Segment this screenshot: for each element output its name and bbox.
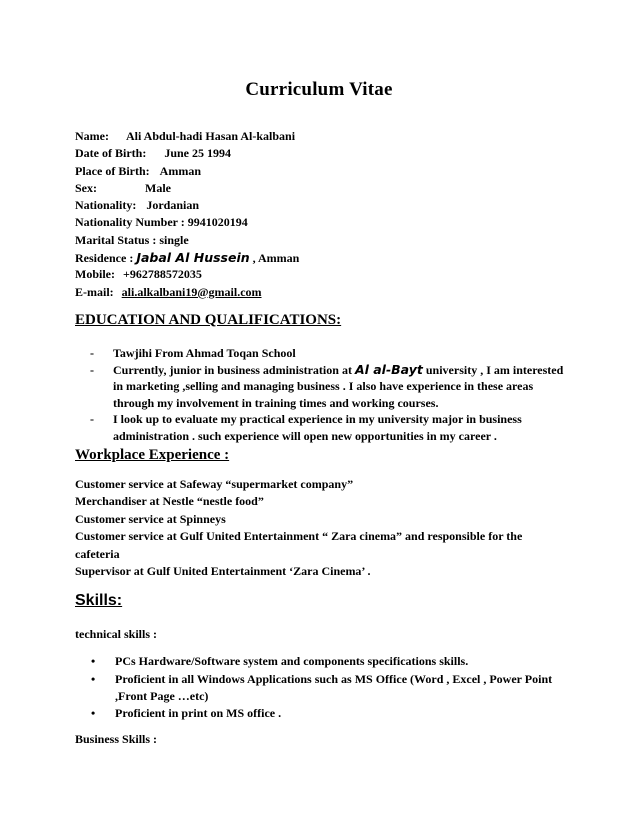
nationality-row — [75, 197, 299, 214]
work-line: Supervisor at Gulf United Entertainment ‘Zara Cinema’ . — [75, 564, 371, 579]
residence-city: , Amman — [249, 251, 300, 266]
business-skills-label: Business Skills : — [75, 732, 158, 746]
dob-row — [75, 145, 299, 162]
nationality-number: Nationality Number : 9941020194 — [75, 215, 248, 230]
sex-row — [75, 180, 299, 197]
list-item — [91, 653, 561, 670]
skills-list — [91, 653, 561, 723]
education-heading: EDUCATION AND QUALIFICATIONS: — [75, 312, 342, 328]
work-list — [75, 476, 565, 580]
list-item — [90, 411, 570, 444]
residence-label: Residence : — [75, 251, 134, 266]
bullet-marker: • — [91, 654, 96, 668]
list-item-text-post: university , I am interested in marketing ,selling and managing business . I also have experience in these areas through my involvement in training times and working courses. — [113, 362, 564, 410]
technical-skills-label: technical skills : — [75, 627, 158, 641]
list-item — [90, 345, 570, 362]
list-item-text: Proficient in all Windows Applications such as MS Office (Word , Excel , Power Point ,Front Page …etc) — [115, 671, 553, 703]
dash-marker: - — [90, 346, 94, 360]
list-item-text: Tawjihi From Ahmad Toqan School — [113, 346, 296, 360]
name-label: Name: — [75, 129, 109, 143]
list-item — [91, 671, 561, 705]
list-item — [90, 362, 570, 412]
university-name: Al al-Bayt — [354, 361, 423, 377]
sex-value: Male — [145, 180, 171, 195]
residence-place: Jabal Al Hussein — [136, 250, 250, 266]
pob-value: Amman — [159, 163, 201, 178]
work-line: Customer service at Gulf United Entertainment “ Zara cinema” and responsible for the cafeteria — [75, 529, 523, 561]
dash-marker: - — [90, 412, 94, 426]
skills-heading: Skills: — [75, 592, 123, 609]
page-title: Curriculum Vitae — [245, 79, 393, 100]
name-value: Ali Abdul-hadi Hasan Al-kalbani — [125, 129, 296, 143]
bullet-marker: • — [91, 706, 96, 721]
list-item-text-pre: Currently, junior in business administration at — [113, 362, 355, 377]
work-line: Customer service at Spinneys — [75, 511, 226, 526]
mobile-value: +962788572035 — [123, 267, 202, 282]
list-item-text: PCs Hardware/Software system and components specifications skills. — [115, 654, 469, 668]
bullet-marker: • — [91, 671, 96, 686]
education-list — [90, 345, 570, 444]
dash-marker: - — [90, 362, 94, 377]
marital-status: Marital Status : single — [75, 232, 189, 247]
email-label: E-mail: — [75, 284, 114, 299]
list-item-text: I look up to evaluate my practical experience in my university major in business administration . such experience will open new opportunities in my career . — [113, 412, 522, 443]
email-row — [75, 284, 299, 301]
personal-info — [75, 128, 299, 301]
dob-value: June 25 1994 — [164, 146, 232, 161]
nationality-label: Nationality: — [75, 198, 137, 213]
mobile-label: Mobile: — [75, 267, 115, 282]
email-link[interactable]: ali.alkalbani19@gmail.com — [121, 284, 262, 299]
pob-label: Place of Birth: — [75, 163, 150, 178]
mobile-row — [75, 266, 299, 283]
work-heading: Workplace Experience : — [75, 447, 230, 463]
residence-row — [75, 249, 299, 266]
name-row — [75, 128, 299, 145]
dob-label: Date of Birth: — [75, 146, 147, 161]
sex-label: Sex: — [75, 180, 97, 195]
list-item-text: Proficient in print on MS office . — [115, 706, 282, 721]
list-item — [91, 705, 561, 722]
work-line: Customer service at Safeway “supermarket company” — [75, 477, 354, 491]
work-line: Merchandiser at Nestle “nestle food” — [75, 494, 264, 509]
nationality-value: Jordanian — [146, 198, 200, 213]
pob-row — [75, 163, 299, 180]
